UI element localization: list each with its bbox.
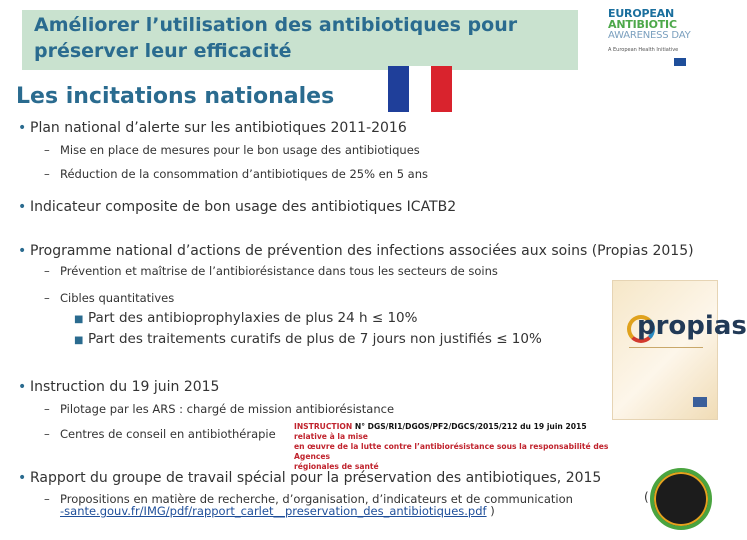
logo-line-2: ANTIBIOTIC bbox=[608, 18, 677, 31]
republique-francaise-icon bbox=[693, 397, 707, 407]
bullet-dot: • bbox=[18, 120, 27, 136]
report-link-line bbox=[60, 504, 495, 518]
sub-sub-bullet-text: Part des traitements curatifs de plus de 7 jours non justifiés ≤ 10% bbox=[88, 331, 542, 347]
bullet-text: Programme national d’actions de prévention des infections associées aux soins (Propias 2015) bbox=[30, 243, 694, 259]
sub-sub-bullet bbox=[74, 331, 542, 347]
sub-bullet-text: Centres de conseil en antibiothérapie bbox=[60, 427, 276, 441]
flag-stripe-blue bbox=[388, 66, 409, 112]
report-cover-logo-icon bbox=[650, 468, 712, 530]
bullet-text: Plan national d’alerte sur les antibiotiques 2011-2016 bbox=[30, 120, 407, 136]
bullet-dot: • bbox=[18, 243, 27, 259]
instruction-text-image bbox=[294, 422, 610, 471]
flag-stripe-white bbox=[409, 66, 430, 112]
open-paren: ( bbox=[644, 490, 649, 504]
instruction-subject-3: régionales de santé bbox=[294, 462, 379, 471]
instruction-label: INSTRUCTION bbox=[294, 422, 353, 431]
logo-subtitle: A European Health Initiative bbox=[608, 47, 679, 53]
sub-bullet-text: Pilotage par les ARS : chargé de mission antibiorésistance bbox=[60, 402, 395, 416]
instruction-subject-2: en œuvre de la lutte contre l’antibiorésistance sous la responsabilité des Agences bbox=[294, 442, 609, 461]
dash: – bbox=[44, 492, 50, 506]
bullet-dot: • bbox=[18, 199, 27, 215]
sub-bullet bbox=[44, 402, 394, 416]
eaad-logo bbox=[608, 8, 714, 70]
propias-logo-text: propias bbox=[637, 311, 747, 341]
logo-line-3: AWARENESS DAY bbox=[608, 30, 691, 41]
bullet-text: Rapport du groupe de travail spécial pour la préservation des antibiotiques, 2015 bbox=[30, 470, 602, 486]
sub-bullet bbox=[44, 167, 428, 181]
square-bullet-icon: ■ bbox=[74, 335, 84, 346]
slide-header bbox=[0, 0, 720, 72]
dash: – bbox=[44, 427, 50, 441]
dash: – bbox=[44, 167, 50, 181]
bullet-text: Instruction du 19 juin 2015 bbox=[30, 379, 220, 395]
link-close-paren: ) bbox=[486, 504, 495, 518]
sub-sub-bullet bbox=[74, 310, 417, 326]
flag-stripe-red bbox=[431, 66, 452, 112]
dash: – bbox=[44, 402, 50, 416]
report-link[interactable]: -sante.gouv.fr/IMG/pdf/rapport_carlet__preservation_des_antibiotiques.pdf bbox=[60, 504, 487, 518]
bullet-plan-national bbox=[18, 120, 407, 136]
propias-cover-image bbox=[612, 280, 747, 420]
bullet-text: Indicateur composite de bon usage des antibiotiques ICATB2 bbox=[30, 199, 457, 215]
instruction-ref: N° DGS/RI1/DGOS/PF2/DGCS/2015/212 du 19 juin 2015 bbox=[352, 422, 587, 431]
sub-bullet-text: Réduction de la consommation d’antibiotiques de 25% en 5 ans bbox=[60, 167, 428, 181]
french-flag-icon bbox=[388, 66, 452, 112]
cover-rule bbox=[629, 347, 703, 358]
dash: – bbox=[44, 143, 50, 157]
bullet-rapport bbox=[18, 470, 601, 486]
bullet-instruction bbox=[18, 379, 219, 395]
dash: – bbox=[44, 264, 50, 278]
section-title: Les incitations nationales bbox=[16, 84, 335, 109]
instruction-subject-1: relative à la mise bbox=[294, 432, 368, 441]
sub-bullet bbox=[44, 291, 174, 305]
sub-bullet bbox=[44, 427, 276, 441]
sub-bullet-text: Prévention et maîtrise de l’antibiorésistance dans tous les secteurs de soins bbox=[60, 264, 498, 278]
dash: – bbox=[44, 291, 50, 305]
bullet-propias bbox=[18, 243, 694, 259]
bullet-icatb2 bbox=[18, 199, 456, 215]
sub-bullet bbox=[44, 264, 498, 278]
sub-bullet-text: Propositions en matière de recherche, d’organisation, d’indicateurs et de communication bbox=[60, 492, 573, 506]
sub-sub-bullet-text: Part des antibioprophylaxies de plus 24 h ≤ 10% bbox=[88, 310, 418, 326]
bullet-dot: • bbox=[18, 379, 27, 395]
sub-bullet bbox=[44, 143, 420, 157]
sub-bullet-text: Mise en place de mesures pour le bon usage des antibiotiques bbox=[60, 143, 420, 157]
sub-bullet-text: Cibles quantitatives bbox=[60, 291, 175, 305]
eu-flag-icon bbox=[674, 58, 686, 66]
logo-line-1: EUROPEAN bbox=[608, 7, 674, 20]
square-bullet-icon: ■ bbox=[74, 314, 84, 325]
slide-title: Améliorer l’utilisation des antibiotiques pour préserver leur efficacité bbox=[34, 14, 518, 62]
bullet-dot: • bbox=[18, 470, 27, 486]
